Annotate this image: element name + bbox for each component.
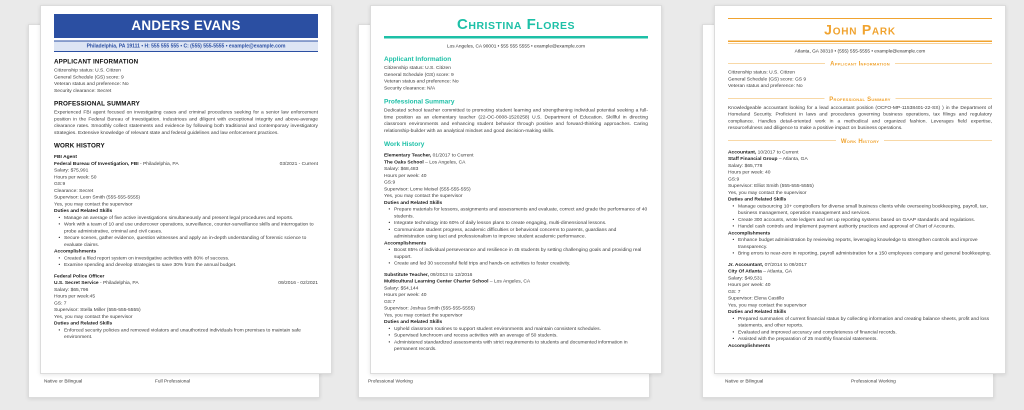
duty-bullet: • Upheld classroom routines to support student environments and maintain consistent schedules. [384, 325, 648, 332]
job-detail-line: GS:9 [54, 181, 66, 187]
info-line: Citizenship status: U.S. Citizen [728, 69, 795, 75]
language-proficiency-label: Native or Bilingual [725, 378, 764, 384]
duty-bullet: • Administered standardized assessments with strict requirements to students and documented information in permanent records. [384, 339, 648, 353]
job-employer-row [54, 280, 318, 287]
duties-heading: Duties and Related Skills [384, 199, 443, 206]
job-title: Elementary Teacher, [384, 152, 432, 158]
job-title-row [384, 271, 648, 278]
job-employer-name: City Of Atlanta [728, 268, 762, 274]
job-entry [384, 271, 648, 352]
accomplishments-list [54, 255, 318, 269]
info-line: Citizenship status: U.S. Citizen [384, 65, 451, 71]
job-detail-line: GS: 7 [54, 300, 67, 306]
accomplishments-list [728, 237, 992, 257]
duties-heading: Duties and Related Skills [384, 319, 443, 325]
job-detail-line: Hours per week: 50 [54, 174, 97, 180]
section-heading: Work History [384, 140, 425, 148]
job-employer-name: U.S. Secret Service [54, 280, 99, 286]
job-title: FBI Agent [54, 154, 77, 160]
job-detail-line: Hours per week: 40 [728, 282, 771, 288]
section-heading: PROFESSIONAL SUMMARY [54, 100, 140, 107]
language-proficiency-label: Full Professional [155, 378, 191, 384]
duties-list [54, 214, 318, 248]
job-detail-line: Supervisor: Elena Castillo [728, 295, 785, 301]
header-rule [728, 18, 992, 19]
job-detail-line: Supervisor: Leon Smith (555-555-5555) [54, 194, 141, 200]
job-detail-line: Yes, you may contact the supervisor [384, 312, 463, 318]
job-employer-row [728, 156, 992, 163]
heading-line-icon [728, 63, 825, 64]
duty-bullet: • Manage an average of five active investigations simultaneously and present legal procedures and reports. [54, 214, 318, 221]
language-proficiency-label: Professional Working [368, 378, 413, 384]
job-detail-line: Hours per week: 40 [384, 172, 427, 179]
job-detail-line: Salary: $54,144 [384, 285, 419, 291]
resume-page-1[interactable] [370, 5, 662, 374]
job-detail-line: Yes, you may contact the supervisor [728, 302, 807, 308]
accomplishment-bullet: • Created a filed report system on investigative activities with 80% of success. [54, 255, 318, 262]
section-heading [728, 60, 992, 67]
header-rule [384, 36, 648, 39]
job-employer-name: Multicultural Learning Center Charter School [384, 278, 489, 284]
section-heading: WORK HISTORY [54, 142, 105, 149]
accomplishments-heading: Accomplishments [728, 342, 771, 349]
job-employer-location: - Philadelphia, PA [138, 160, 179, 167]
section-heading: Applicant Information [384, 55, 452, 63]
language-proficiency-label: Native or Bilingual [44, 378, 83, 384]
job-employer-location: – Los Angeles, CA [488, 278, 531, 284]
job-employer-name: Federal Bureau Of Investigation, FBI [54, 160, 139, 167]
job-detail-line: Yes, you may contact the supervisor [54, 201, 133, 207]
duty-bullet: • Integrate technology into 60% of daily lesson plans to create engaging, multi-dimensional lessons. [384, 220, 648, 227]
duties-list [384, 206, 648, 240]
duties-list [54, 327, 318, 341]
summary-paragraph: Knowledgeable accountant looking for a lead accountant position (OCFO-MP-11538401-22-SS) ) in the Department of Homeland Security. Proficient in laws and procedures governing business operations, tax filings and regulatory compliance. Handles detail-oriented work in a methodical and organized fashion. Leverages field expertise, resourcefulness and diligence to make a positive impact on business operations. [728, 104, 992, 131]
duties-heading: Duties and Related Skills [728, 309, 787, 315]
job-detail-line: Supervisor: Elliot Smith (555-555-5555) [728, 183, 814, 189]
job-dates: 01/2017 to Current [431, 152, 474, 158]
info-line: Citizenship status: U.S. Citizen [54, 67, 121, 73]
job-detail-line: Clearance: Secret [54, 187, 94, 194]
job-employer-name: Staff Financial Group [728, 156, 778, 162]
duty-bullet: • Manage outsourcing 10+ comptrollers for diverse small business clients while overseeing bookkeeping, payroll, tax, business management, operation management and services. [728, 203, 992, 217]
info-line: Security clearance: N/A [384, 85, 436, 91]
job-title-row [728, 149, 992, 156]
job-detail-line: Hours per week: 40 [384, 292, 427, 298]
job-dates: 07/2014 to 09/2017 [763, 261, 807, 268]
job-detail-line: Supervisor: Stella Miller (555-555-5555) [54, 307, 141, 313]
duty-bullet: • Create 300 accounts, wrote ledgers and set up reporting systems based on GAAP standards and regulations. [728, 216, 992, 223]
duties-heading: Duties and Related Skills [54, 208, 113, 214]
section-heading-text: Professional Summary [829, 95, 891, 103]
job-employer-location: – Los Angeles, CA [423, 159, 466, 165]
heading-line-icon [884, 141, 992, 142]
resume-page-1[interactable] [40, 5, 332, 374]
accomplishment-bullet: • Boost 85% of individual perseverance and resilience in 45 students by setting challenging goals and providing real support. [384, 247, 648, 261]
resume-name: ANDERS EVANS [54, 14, 318, 38]
duty-bullet: • Handel cash controls and implement payment authority practices and approval of Chart of Accounts. [728, 223, 992, 230]
summary-paragraph: Dedicated school teacher committed to promoting student learning and strengthening individual potential seeking a full-time position as an elementary teacher (22-OC-0008-1520258) U.S. Department of Education. Skillful in directing classroom environments and enhancing student behavior through positive and forward-thinking approaches. Caring relationship-builder with an analytical mindset and good decision-making skills. [384, 107, 648, 134]
job-detail-line: Salary: $65,778 [728, 162, 763, 169]
info-line: Veteran status and preference: No [384, 78, 459, 84]
job-detail-line: Yes, you may contact the supervisor [54, 313, 133, 320]
resume-contact: Los Angeles, CA 90001 • 555 555 5555 • example@example.com [446, 43, 586, 49]
job-detail-line: Supervisor: Lorne Meisel (555-555-555) [384, 186, 471, 192]
info-line: General Schedule (GS) score: 9 [384, 71, 454, 78]
accomplishment-bullet: • Bring errors to near-zero in reporting, payroll administration for a 150 employees company and general bookkeeping. [728, 250, 992, 257]
duties-list [384, 325, 648, 352]
section-heading-text: Applicant Information [830, 60, 890, 67]
section-heading: Professional Summary [384, 97, 455, 105]
job-dates: 10/2017 to Current [756, 149, 799, 155]
duty-bullet: • Secure scenes, gather evidence, question witnesses and apply an in-depth understanding of forensic science to evaluate claims. [54, 235, 318, 249]
duty-bullet: • Prepare materials for lessons, assignments and assessments and evaluate, correct and grade the performance of 40 students. [384, 206, 648, 220]
section-heading [728, 95, 992, 102]
info-line: Security clearance: Secret [54, 87, 112, 94]
duty-bullet: • Communicate student progress, academic difficulties or behavioral concerns to parents, guardians and administration using tact and professionalism to improve student academic performance. [384, 226, 648, 240]
job-entry [384, 152, 648, 267]
job-employer [54, 160, 179, 167]
resume-name: John Park [824, 22, 896, 38]
job-employer-row [54, 160, 318, 167]
job-dates: 09/2016 - 02/2021 [278, 280, 318, 286]
duties-list [728, 203, 992, 230]
duty-bullet: • Enforced security policies and removed violators and unauthorized individuals from premises to maintain safe environment. [54, 327, 318, 341]
job-detail-line: Salary: $49,531 [728, 275, 763, 281]
heading-line-icon [728, 141, 836, 142]
job-employer-location: - Philadelphia, PA [98, 280, 139, 286]
heading-line-icon [728, 99, 824, 100]
job-entry [54, 154, 318, 269]
info-line: Veteran status and preference: No [728, 83, 803, 89]
resume-contact: Atlanta, GA 30310 • (555) 555-5555 • example@example.com [794, 48, 926, 54]
job-entry [54, 273, 318, 341]
header-rule [728, 41, 992, 45]
job-employer-row [384, 159, 648, 166]
section-heading: APPLICANT INFORMATION [54, 58, 139, 65]
job-detail-line: GS:9 [384, 179, 396, 185]
section-heading-text: Work History [840, 137, 880, 145]
job-employer-row [384, 278, 648, 285]
duty-bullet: • Assisted with the preparation of 25 monthly financial statements. [728, 336, 992, 343]
duties-heading: Duties and Related Skills [728, 196, 787, 202]
job-detail-line: GS:9 [728, 176, 740, 182]
job-title: Accountant, [728, 149, 757, 155]
job-title-row [384, 152, 648, 159]
accomplishments-heading: Accomplishments [728, 230, 771, 236]
job-dates: 09/2013 to 12/2016 [428, 271, 473, 278]
heading-line-icon [896, 99, 992, 100]
job-detail-line: GS:7 [384, 298, 396, 305]
job-employer-row [728, 268, 992, 275]
accomplishment-bullet: • Examine spending and develop strategies to save 30% from the annual budget. [54, 262, 318, 269]
duty-bullet: • Prepared summaries of current financial status by collecting information and creating balance sheets, profit and loss statements, and other reports. [728, 315, 992, 329]
resume-content [715, 6, 1005, 373]
accomplishment-bullet: • Create and led 30 successful field trips and hands-on activities to foster creativity. [384, 260, 648, 267]
job-dates: 03/2021 - Current [279, 160, 318, 167]
summary-paragraph: Experienced FBI agent focused on investigating cases and criminal procedures seeking for a senior law enforcement position in the Federal Bureau of Investigation. Industrious and diligent with exceptional integrity and above-average clearance rates. Smoothly collect statements and evidence by following both traditional and contemporary investigatory strategies. Extensive knowledge of relevant state and federal guidelines and law enforcement practices. [54, 109, 318, 136]
info-line: General Schedule (GS) score: 9 [54, 74, 124, 80]
accomplishments-list [384, 247, 648, 267]
accomplishments-heading: Accomplishments [54, 248, 97, 254]
job-employer [54, 280, 139, 287]
job-detail-line: Hours per week:45 [54, 293, 96, 299]
job-detail-line: GS: 7 [728, 288, 741, 295]
duty-bullet: • Evaluated and improved accuracy and completeness of financial records. [728, 329, 992, 336]
job-employer-name: The Oaks School [384, 159, 424, 165]
duty-bullet: • Supervised lunchroom and recess activities with an average of 50 students. [384, 332, 648, 339]
resume-content [371, 6, 661, 373]
job-detail-line: Yes, you may contact the supervisor [728, 189, 807, 196]
job-detail-line: Salary: $75,991 [54, 167, 89, 173]
job-entry [728, 261, 992, 349]
resume-page-1[interactable] [714, 5, 1006, 374]
job-employer-location: – Atlanta, GA [761, 268, 793, 274]
duty-bullet: • Work with a team of 10 and use undercover operations, surveillance, counter-surveillance skills and interrogation to probe administrative, criminal and civil cases. [54, 221, 318, 235]
accomplishments-heading: Accomplishments [384, 240, 427, 246]
resume-contact: Philadelphia, PA 19111 • H: 555 555 555 • C: (555) 555-5555 • example@example.com [54, 41, 318, 53]
duties-list [728, 315, 992, 342]
job-detail-line: Salary: $65,796 [54, 286, 89, 293]
job-title-row [728, 261, 992, 268]
job-detail-line: Hours per week: 40 [728, 169, 771, 175]
job-title: Substitute Teacher, [384, 271, 429, 278]
job-detail-line: Supervisor: Joshua Smith (555-555-5555) [384, 305, 475, 311]
job-title: Federal Police Officer [54, 273, 105, 279]
duties-heading: Duties and Related Skills [54, 320, 113, 326]
info-line: Veteran status and preference: No [54, 81, 129, 87]
job-detail-line: Salary: $68,483 [384, 166, 419, 172]
accomplishment-bullet: • Enhance budget administration by reviewing reports, leveraging knowledge to strengthen controls and improve transparency. [728, 237, 992, 251]
job-entry [728, 149, 992, 257]
resume-content [41, 6, 331, 373]
info-line: General Schedule (GS) score: GS 9 [728, 76, 807, 82]
language-proficiency-label: Professional Working [851, 378, 896, 384]
resume-name: Christina Flores [457, 16, 575, 33]
heading-line-icon [895, 63, 992, 64]
job-title: Jr. Accountant, [728, 261, 764, 268]
section-heading [728, 137, 992, 144]
job-detail-line: Yes, you may contact the supervisor [384, 193, 463, 199]
job-employer-location: – Atlanta, GA [777, 156, 808, 162]
